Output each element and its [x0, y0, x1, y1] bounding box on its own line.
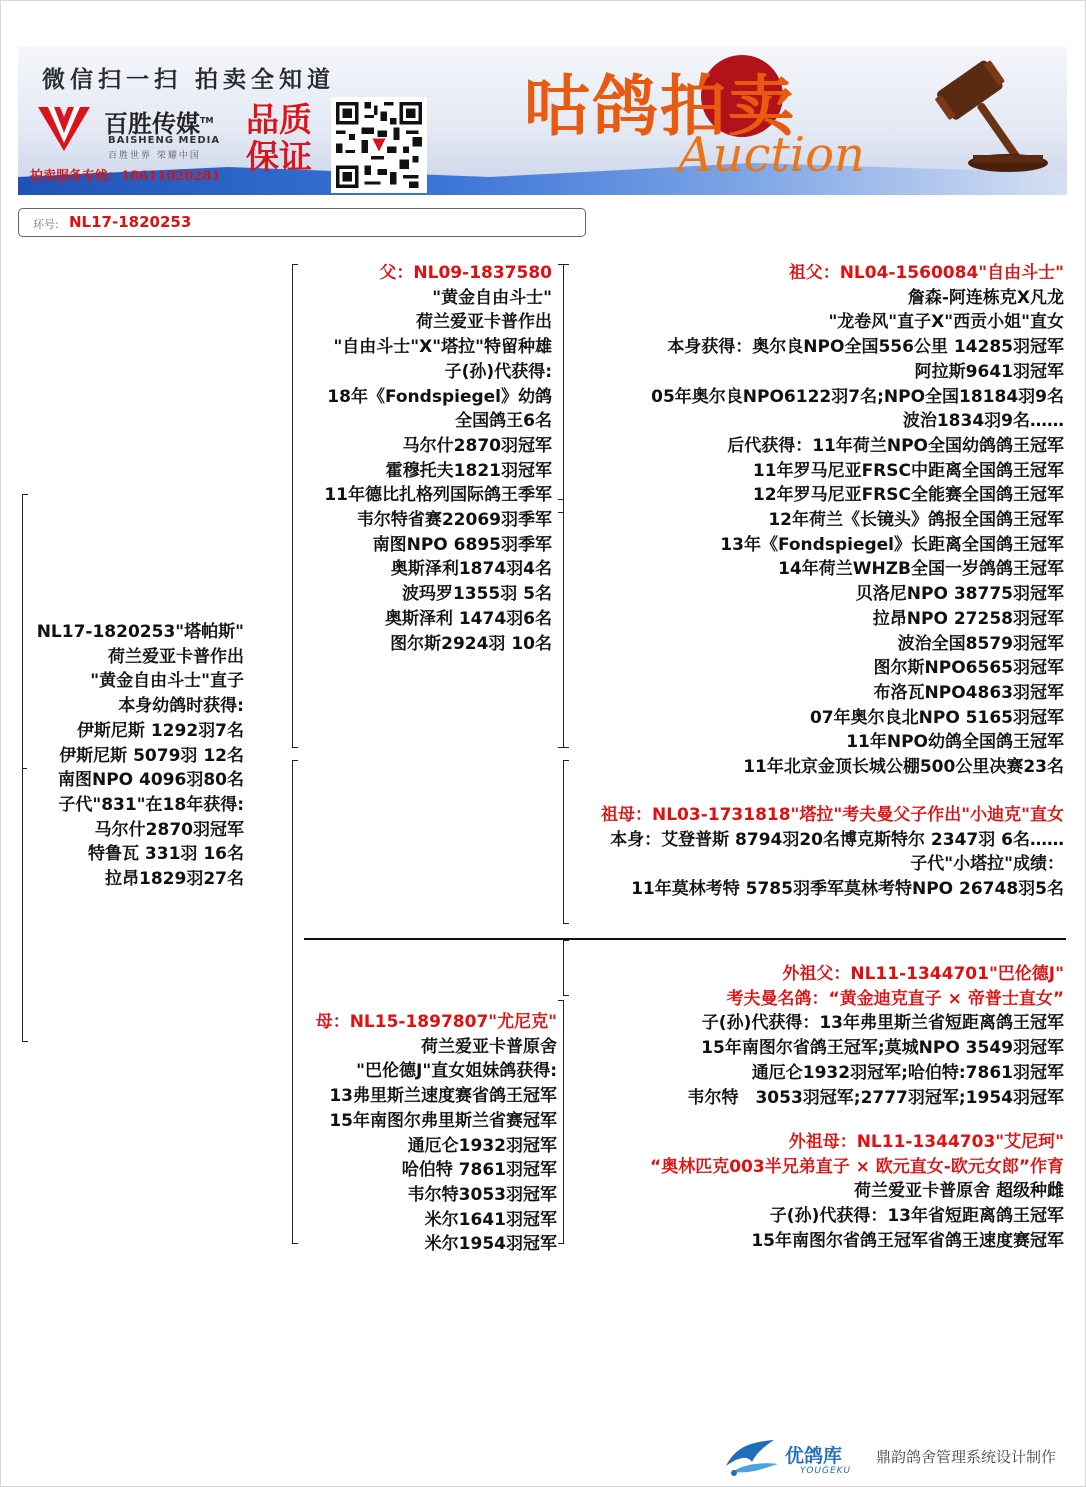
- paternal-grandsire-title: 祖父：NL04-1560084"自由斗士": [788, 263, 1064, 283]
- paternal-grandsire-line: 12年罗马尼亚FRSC全能赛全国鸽王冠军: [752, 485, 1064, 506]
- sire-line: 波玛罗1355羽 5名: [401, 584, 552, 605]
- dam-line: 米尔1641羽冠军: [424, 1209, 557, 1230]
- dam-line: 米尔1954羽冠军: [424, 1234, 557, 1255]
- paternal-grandsire-line: 布洛瓦NPO4863羽冠军: [873, 682, 1064, 703]
- maternal-granddam-subtitle: “奥林匹克003半兄弟直子 × 欧元直女-欧元女郎”作育: [650, 1156, 1064, 1177]
- maternal-granddam-line: 子(孙)代获得：13年省短距离鸽王冠军: [769, 1206, 1064, 1227]
- self-line: "黄金自由斗士"直子: [90, 671, 244, 692]
- sire-line: 马尔什2870羽冠军: [402, 435, 552, 456]
- sire-info: [324, 261, 552, 656]
- self-line: 伊斯尼斯 5079羽 12名: [59, 745, 244, 766]
- sire-title: 父：NL09-1837580: [379, 263, 552, 283]
- dam-line: 15年南图尔弗里斯兰省赛冠军: [329, 1110, 557, 1131]
- self-line: 伊斯尼斯 1292羽7名: [76, 720, 244, 741]
- paternal-grandsire-line: 07年奥尔良北NPO 5165羽冠军: [809, 707, 1064, 728]
- sire-line: 全国鸽王6名: [455, 411, 552, 432]
- paternal-granddam-line: 子代"小塔拉"成绩：: [910, 854, 1064, 875]
- dam-line: 荷兰爱亚卡普原舍: [421, 1036, 557, 1057]
- baisheng-logo-icon: [36, 103, 92, 153]
- dam-title: 母：NL15-1897807"尤尼克": [315, 1012, 557, 1032]
- auction-hotline: 拍卖服务专线：18611020281: [30, 169, 221, 184]
- maternal-grandsire-info: [687, 962, 1064, 1110]
- paternal-granddam-line: 11年莫林考特 5785羽季军莫林考特NPO 26748羽5名: [631, 879, 1064, 900]
- self-line: 荷兰爱亚卡普作出: [108, 646, 244, 667]
- gavel-icon: [913, 59, 1053, 177]
- maternal-grandsire-line: 通厄仑1932羽冠军;哈伯特:7861羽冠军: [751, 1062, 1064, 1083]
- sire-line: 奥斯泽利1874羽4名: [390, 559, 552, 580]
- maternal-grandsire-line: 子(孙)代获得：13年弗里斯兰省短距离鸽王冠军: [701, 1013, 1064, 1034]
- sire-line: 韦尔特省赛22069羽季军: [356, 510, 552, 531]
- maternal-granddam-line: 荷兰爱亚卡普原舍 超级种雌: [854, 1181, 1064, 1202]
- paternal-granddam-info: [601, 803, 1064, 902]
- paternal-grandsire-line: 本身获得：奥尔良NPO全国556公里 14285羽冠军: [667, 337, 1064, 358]
- brand-name: 百胜传媒™: [104, 110, 214, 138]
- footer-brand-name: 优鸽库: [785, 1445, 843, 1467]
- ring-number-label: 环号:: [33, 218, 59, 231]
- dam-right-bracket: [562, 1000, 564, 1244]
- maternal-grandsire-line: 15年南图尔省鸽王冠军;莫城NPO 3549羽冠军: [701, 1038, 1064, 1059]
- sire-dam-separator: [304, 938, 1066, 940]
- self-line: 马尔什2870羽冠军: [94, 819, 244, 840]
- sire-bracket: [292, 264, 293, 748]
- paternal-grandsire-line: 11年罗马尼亚FRSC中距离全国鸽王冠军: [752, 460, 1064, 481]
- self-line: 子代"831"在18年获得:: [58, 794, 244, 815]
- paternal-granddam-line: 本身：艾登普斯 8794羽20名博克斯特尔 2347羽 6名……: [610, 829, 1064, 850]
- dam-bracket: [292, 760, 293, 1244]
- self-bracket-tick: [22, 768, 27, 769]
- paternal-grandsire-line: 11年NPO幼鸽全国鸽王冠军: [846, 732, 1064, 753]
- paternal-grandsire-line: 05年奥尔良NPO6122羽7名;NPO全国18184羽9名: [651, 386, 1064, 407]
- self-info: [37, 620, 244, 892]
- paternal-grandsire-line: 波治1834羽9名……: [902, 411, 1064, 432]
- dam-info: [316, 1010, 557, 1257]
- paternal-grandsire-line: 14年荷兰WHZB全国一岁鸽鸽王冠军: [778, 559, 1064, 580]
- sire-line: "黄金自由斗士": [432, 287, 552, 308]
- grandsire-bracket: [563, 264, 564, 748]
- paternal-grandsire-line: 波治全国8579羽冠军: [897, 633, 1064, 654]
- paternal-grandsire-line: 阿拉斯9641羽冠军: [914, 361, 1064, 382]
- paternal-grandsire-line: 后代获得：11年荷兰NPO全国幼鸽鸽王冠军: [727, 435, 1064, 456]
- self-line: 本身幼鸽时获得:: [118, 696, 244, 717]
- dam-line: 13弗里斯兰速度赛省鸽王冠军: [329, 1086, 557, 1107]
- dam-line: 哈伯特 7861羽冠军: [401, 1160, 557, 1181]
- brand-english-name: BAISHENG MEDIA: [108, 135, 221, 146]
- paternal-grandsire-line: 11年北京金顶长城公棚500公里决赛23名: [743, 757, 1064, 778]
- footer-credit: 鼎韵鸽舍管理系统设计制作: [876, 1448, 1057, 1466]
- dam-line: 通厄仑1932羽冠军: [407, 1135, 557, 1156]
- wechat-scan-text: 微信扫一扫 拍卖全知道: [42, 66, 336, 93]
- maternal-granddam-line: 15年南图尔省鸽王冠军省鸽王速度赛冠军: [751, 1230, 1064, 1251]
- ring-number-box: [18, 208, 586, 237]
- auction-title: 咕鸽拍卖: [524, 67, 796, 145]
- footer-brand-english: YOUGEKU: [800, 1466, 852, 1476]
- ring-number-value: NL17-1820253: [69, 213, 192, 231]
- paternal-grandsire-line: "龙卷风"直子X"西贡小姐"直女: [828, 312, 1064, 333]
- quality-guarantee: 品质 保证: [246, 100, 312, 176]
- self-line: 南图NPO 4096羽80名: [57, 770, 244, 791]
- maternal-grandsire-title: 外祖父：NL11-1344701"巴伦德J": [782, 964, 1064, 984]
- brand-slogan: 百胜世界 荣耀中国: [108, 151, 201, 161]
- granddam-bracket: [563, 760, 564, 924]
- maternal-grandsire-line: 韦尔特 3053羽冠军;2777羽冠军;1954羽冠军: [687, 1087, 1064, 1108]
- dam-line: 韦尔特3053羽冠军: [407, 1184, 557, 1205]
- sire-line: 图尔斯2924羽 10名: [390, 633, 552, 654]
- maternal-grandsire-subtitle: 考夫曼名鸽：“黄金迪克直子 × 帝普士直女”: [726, 988, 1064, 1009]
- paternal-grandsire-line: 贝洛尼NPO 38775羽冠军: [855, 584, 1064, 605]
- self-line: 拉昂1829羽27名: [105, 869, 244, 890]
- sire-line: "自由斗士"X"塔拉"特留种雄: [333, 337, 552, 358]
- maternal-granddam-title: 外祖母：NL11-1344703"艾尼珂": [788, 1132, 1064, 1152]
- paternal-grandsire-line: 13年《Fondspiegel》长距离全国鸽王冠军: [720, 534, 1064, 555]
- paternal-grandsire-line: 拉昂NPO 27258羽冠军: [872, 608, 1064, 629]
- sire-line: 南图NPO 6895羽季军: [372, 534, 552, 555]
- auction-title-english: Auction: [678, 127, 865, 183]
- maternal-granddam-info: [650, 1130, 1064, 1254]
- yougeku-logo-icon: [722, 1436, 782, 1478]
- sire-line: 子(孙)代获得:: [444, 361, 552, 382]
- paternal-grandsire-line: 12年荷兰《长镜头》鸽报全国鸽王冠军: [768, 510, 1064, 531]
- self-line: 特鲁瓦 331羽 16名: [88, 844, 244, 865]
- banner-promo-panel: [18, 47, 423, 195]
- paternal-granddam-title: 祖母：NL03-1731818"塔拉"考夫曼父子作出"小迪克"直女: [600, 805, 1064, 825]
- qr-code-icon[interactable]: [331, 97, 427, 193]
- paternal-grandsire-info: [651, 261, 1064, 780]
- sire-line: 霍穆托夫1821羽冠军: [385, 460, 552, 481]
- paternal-grandsire-line: 詹森-阿连栋克X凡龙: [907, 287, 1064, 308]
- paternal-grandsire-line: 图尔斯NPO6565羽冠军: [873, 658, 1064, 679]
- auction-banner: [18, 47, 1067, 195]
- sire-line: 奥斯泽利 1474羽6名: [384, 608, 552, 629]
- dam-line: "巴伦德J"直女姐妹鸽获得:: [356, 1061, 557, 1082]
- self-line: NL17-1820253"塔帕斯": [36, 622, 244, 642]
- maternal-grandsire-bracket: [563, 940, 564, 996]
- sire-line: 11年德比扎格列国际鸽王季军: [324, 485, 552, 506]
- sire-line: 18年《Fondspiegel》幼鸽: [327, 386, 552, 407]
- sire-line: 荷兰爱亚卡普作出: [416, 312, 552, 333]
